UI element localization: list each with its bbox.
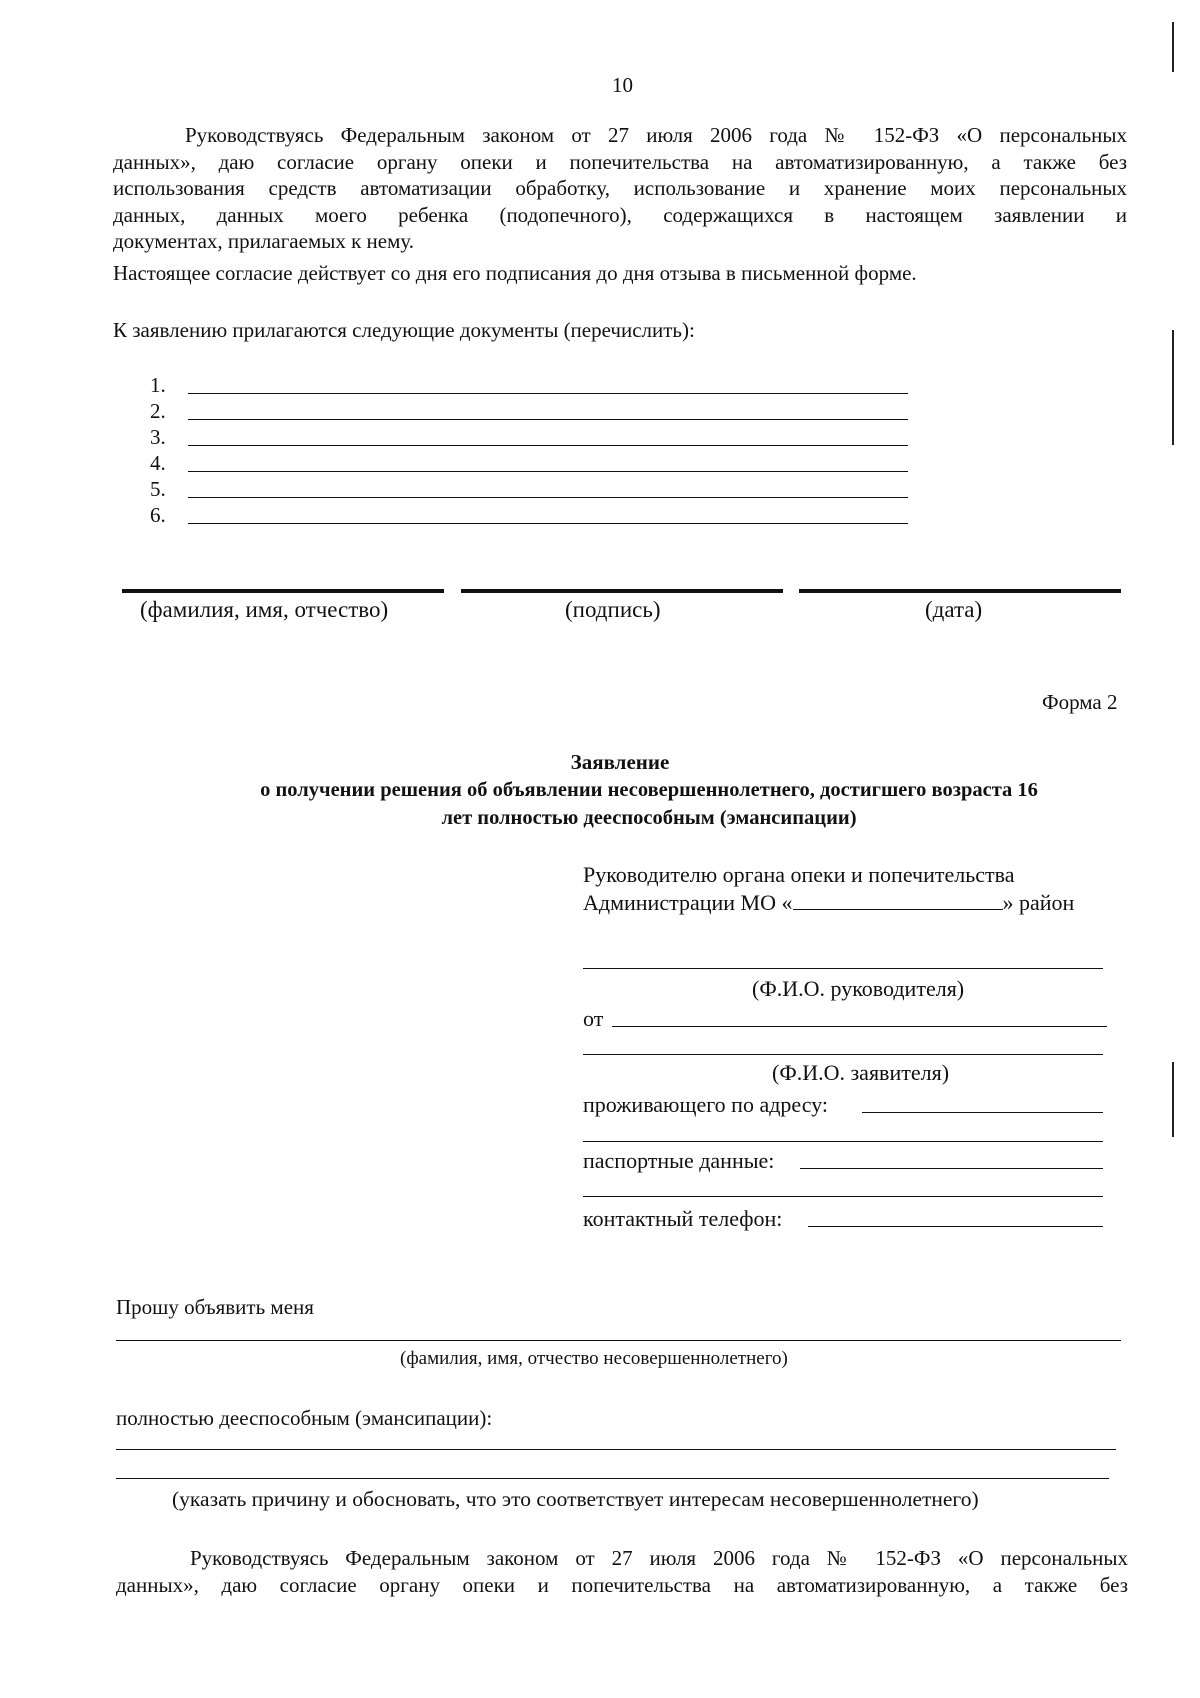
date-label: (дата) bbox=[925, 597, 983, 622]
attachment-line-4[interactable] bbox=[188, 471, 908, 472]
document-subtitle-line-2: лет полностью дееспособным (эмансипации) bbox=[441, 807, 857, 829]
name-label: (фамилия, имя, отчество) bbox=[140, 597, 389, 622]
document-subtitle-line-1: о получении решения об объявлении несовершеннолетнего, достигшего возраста 16 bbox=[260, 779, 1038, 801]
page-number: 10 bbox=[612, 73, 633, 97]
consent-validity: Настоящее согласие действует со дня его подписания до дня отзыва в письменной форме. bbox=[113, 261, 917, 285]
addressee-municipality-suffix: » район bbox=[1002, 890, 1075, 915]
consent-line-3: использования средств автоматизации обработку, использование и хранение моих персональных bbox=[113, 176, 1127, 200]
attachment-number-3: 3. bbox=[150, 425, 166, 449]
attachments-intro: К заявлению прилагаются следующие документы (перечислить): bbox=[113, 318, 695, 342]
date-line[interactable] bbox=[799, 589, 1121, 593]
addressee-line-2 bbox=[583, 890, 1074, 916]
attachment-line-6[interactable] bbox=[188, 523, 908, 524]
phone-label: контактный телефон: bbox=[583, 1206, 783, 1231]
from-line[interactable] bbox=[612, 1026, 1107, 1027]
request-text: Прошу объявить меня bbox=[116, 1295, 314, 1319]
passport-line-1[interactable] bbox=[800, 1168, 1103, 1169]
name-signature-line[interactable] bbox=[122, 589, 444, 593]
sign-label: (подпись) bbox=[565, 597, 661, 622]
address-label: проживающего по адресу: bbox=[583, 1092, 829, 1117]
address-line-2[interactable] bbox=[583, 1141, 1103, 1142]
reason-line-2[interactable] bbox=[116, 1478, 1109, 1479]
form-label: Форма 2 bbox=[1042, 690, 1118, 714]
from-label: от bbox=[583, 1006, 604, 1031]
passport-label: паспортные данные: bbox=[583, 1148, 775, 1173]
passport-line-2[interactable] bbox=[583, 1196, 1103, 1197]
attachment-number-6: 6. bbox=[150, 503, 166, 527]
attachment-line-1[interactable] bbox=[188, 393, 908, 394]
attachment-number-2: 2. bbox=[150, 399, 166, 423]
reason-label: (указать причину и обосновать, что это соответствует интересам несовершеннолетнего) bbox=[172, 1487, 979, 1511]
attachment-number-1: 1. bbox=[150, 373, 166, 397]
scan-mark bbox=[1172, 22, 1174, 72]
consent-line-4: данных, данных моего ребенка (подопечного), содержащихся в настоящем заявлении и bbox=[113, 202, 1127, 227]
address-line-1[interactable] bbox=[862, 1112, 1103, 1113]
capacity-text: полностью дееспособным (эмансипации): bbox=[116, 1406, 493, 1430]
addressee-municipality-prefix: Администрации МО « bbox=[583, 890, 793, 915]
document-title: Заявление bbox=[570, 750, 670, 774]
attachment-number-5: 5. bbox=[150, 477, 166, 501]
consent-paragraph-2 bbox=[116, 1545, 1128, 1598]
addressee-line-1: Руководителю органа опеки и попечительства bbox=[583, 862, 1015, 887]
municipality-blank[interactable] bbox=[793, 891, 1003, 910]
reason-line-1[interactable] bbox=[116, 1449, 1116, 1450]
head-name-line[interactable] bbox=[583, 968, 1103, 969]
head-name-label: (Ф.И.О. руководителя) bbox=[752, 976, 965, 1001]
consent2-line-1: Руководствуясь Федеральным законом от 27 июля 2006 года № 152-ФЗ «О персональных bbox=[190, 1546, 1128, 1570]
applicant-name-line[interactable] bbox=[583, 1054, 1103, 1055]
consent-line-1: Руководствуясь Федеральным законом от 27 июля 2006 года № 152-ФЗ «О персональных bbox=[185, 123, 1127, 147]
consent-line-5: документах, прилагаемых к нему. bbox=[113, 229, 415, 253]
consent2-line-2: данных», даю согласие органу опеки и попечительства на автоматизированную, а также без bbox=[116, 1572, 1128, 1597]
minor-name-label: (фамилия, имя, отчество несовершеннолетнего) bbox=[400, 1348, 788, 1369]
signature-line[interactable] bbox=[461, 589, 783, 593]
minor-name-line[interactable] bbox=[116, 1340, 1121, 1341]
attachment-line-3[interactable] bbox=[188, 445, 908, 446]
consent-paragraph bbox=[113, 122, 1127, 255]
scan-mark bbox=[1172, 330, 1174, 445]
scan-mark bbox=[1172, 1062, 1174, 1137]
consent-line-2: данных», даю согласие органу опеки и попечительства на автоматизированную, а также без bbox=[113, 149, 1127, 174]
attachment-line-2[interactable] bbox=[188, 419, 908, 420]
phone-line[interactable] bbox=[808, 1226, 1103, 1227]
attachment-number-4: 4. bbox=[150, 451, 166, 475]
attachment-line-5[interactable] bbox=[188, 497, 908, 498]
applicant-name-label: (Ф.И.О. заявителя) bbox=[772, 1060, 950, 1085]
